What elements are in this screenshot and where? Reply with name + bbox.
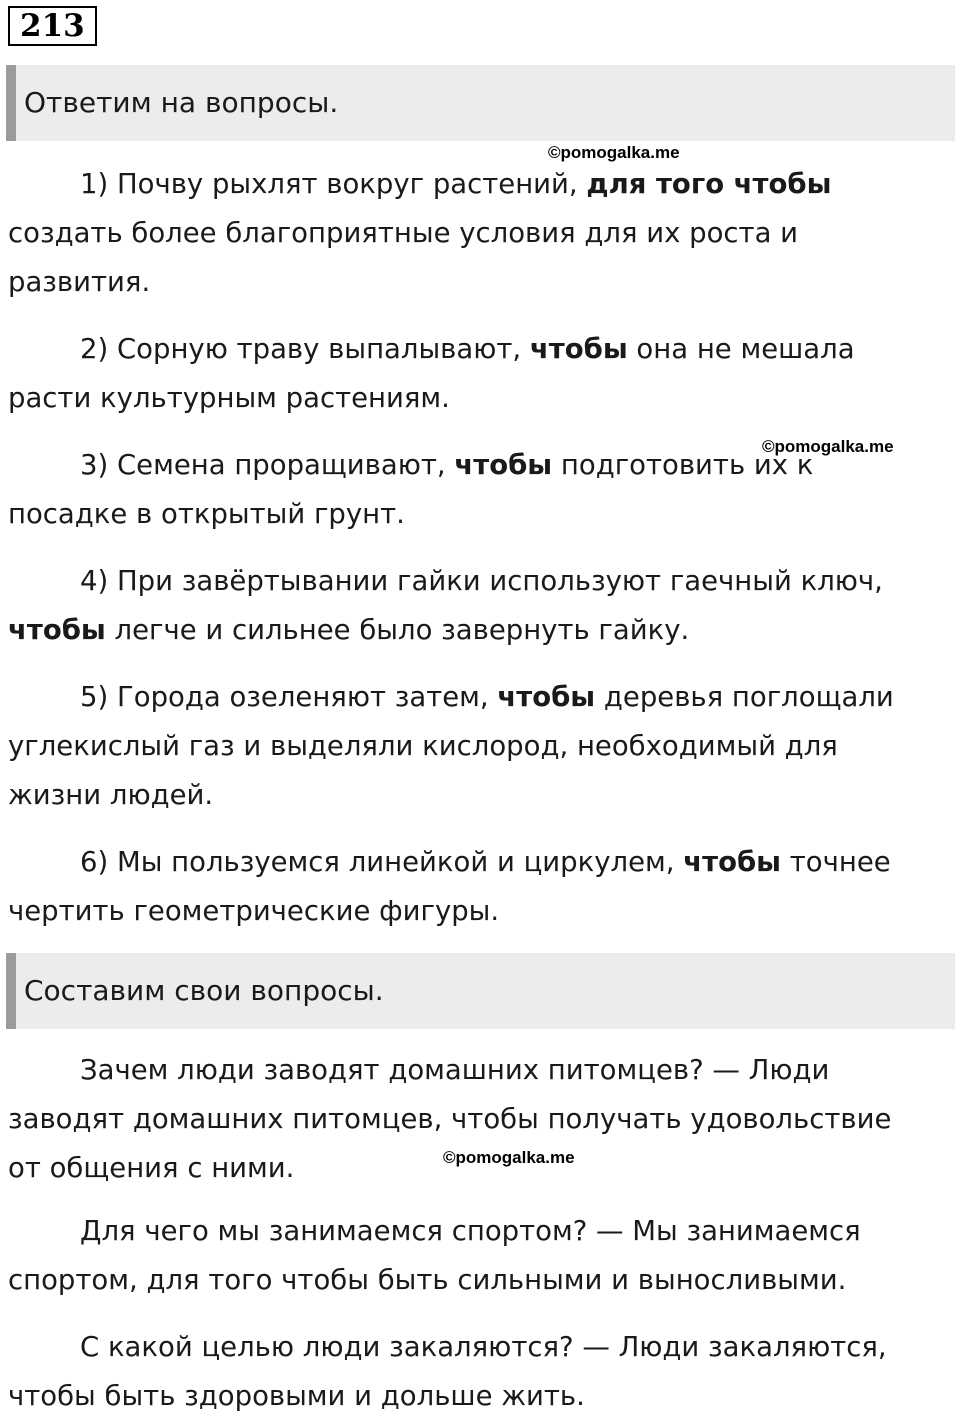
question-1-line-1: Зачем люди заводят домашних питомцев? — Люди xyxy=(80,1054,830,1086)
question-1-line-3: от общения с ними. xyxy=(8,1152,295,1184)
own-questions-section-header: Составим свои вопросы. xyxy=(6,953,955,1029)
answer-6-text: 6) Мы пользуемся линейкой и циркулем, xyxy=(80,846,684,878)
question-3-line-1: С какой целью люди закаляются? — Люди закаляются, xyxy=(80,1331,887,1363)
answer-5-text-end: деревья поглощали xyxy=(595,681,894,713)
answer-2-conjunction: чтобы xyxy=(529,333,628,365)
answer-3-line-2: посадке в открытый грунт. xyxy=(8,498,405,530)
answer-6-text-end: точнее xyxy=(781,846,891,878)
answer-1-line-2: создать более благоприятные условия для их роста и xyxy=(8,217,799,249)
answer-5-line-3: жизни людей. xyxy=(8,779,214,811)
question-2-line-1: Для чего мы занимаемся спортом? — Мы занимаемся xyxy=(80,1215,861,1247)
answer-4-text: 4) При завёртывании гайки используют гаечный ключ, xyxy=(80,565,883,597)
answer-1-line-3: развития. xyxy=(8,266,151,298)
task-number: 213 xyxy=(8,6,97,46)
answer-6 xyxy=(8,838,958,936)
answer-3-text: 3) Семена проращивают, xyxy=(80,449,455,481)
question-2 xyxy=(8,1207,958,1305)
answer-1 xyxy=(8,160,958,307)
answer-5 xyxy=(8,673,958,820)
answer-5-text: 5) Города озеленяют затем, xyxy=(80,681,498,713)
watermark: ©pomogalka.me xyxy=(548,143,680,162)
question-3 xyxy=(8,1323,958,1421)
watermark: ©pomogalka.me xyxy=(443,1148,575,1167)
answer-2 xyxy=(8,325,958,423)
answer-2-text: 2) Сорную траву выпалывают, xyxy=(80,333,530,365)
answer-6-conjunction: чтобы xyxy=(683,846,782,878)
answer-4-conjunction: чтобы xyxy=(8,614,106,646)
question-2-line-2: спортом, для того чтобы быть сильными и выносливыми. xyxy=(8,1264,847,1296)
answer-6-line-2: чертить геометрические фигуры. xyxy=(8,895,500,927)
question-3-line-2: чтобы быть здоровыми и дольше жить. xyxy=(8,1380,585,1412)
answer-4 xyxy=(8,557,958,655)
question-1 xyxy=(8,1046,958,1193)
watermark: ©pomogalka.me xyxy=(762,437,894,456)
answer-5-line-2: углекислый газ и выделяли кислород, необходимый для xyxy=(8,730,838,762)
answer-3-conjunction: чтобы xyxy=(454,449,553,481)
answer-1-conjunction: для того чтобы xyxy=(586,168,832,200)
answers-section-header: Ответим на вопросы. xyxy=(6,65,955,141)
answer-2-line-2: расти культурным растениям. xyxy=(8,382,450,414)
answer-3-text-end: подготовить их к xyxy=(552,449,814,481)
answer-1-text: 1) Почву рыхлят вокруг растений, xyxy=(80,168,587,200)
answer-5-conjunction: чтобы xyxy=(497,681,596,713)
answer-2-text-end: она не мешала xyxy=(627,333,855,365)
question-1-line-2: заводят домашних питомцев, чтобы получать удовольствие xyxy=(8,1103,892,1135)
answer-4-text-end: легче и сильнее было завернуть гайку. xyxy=(105,614,690,646)
